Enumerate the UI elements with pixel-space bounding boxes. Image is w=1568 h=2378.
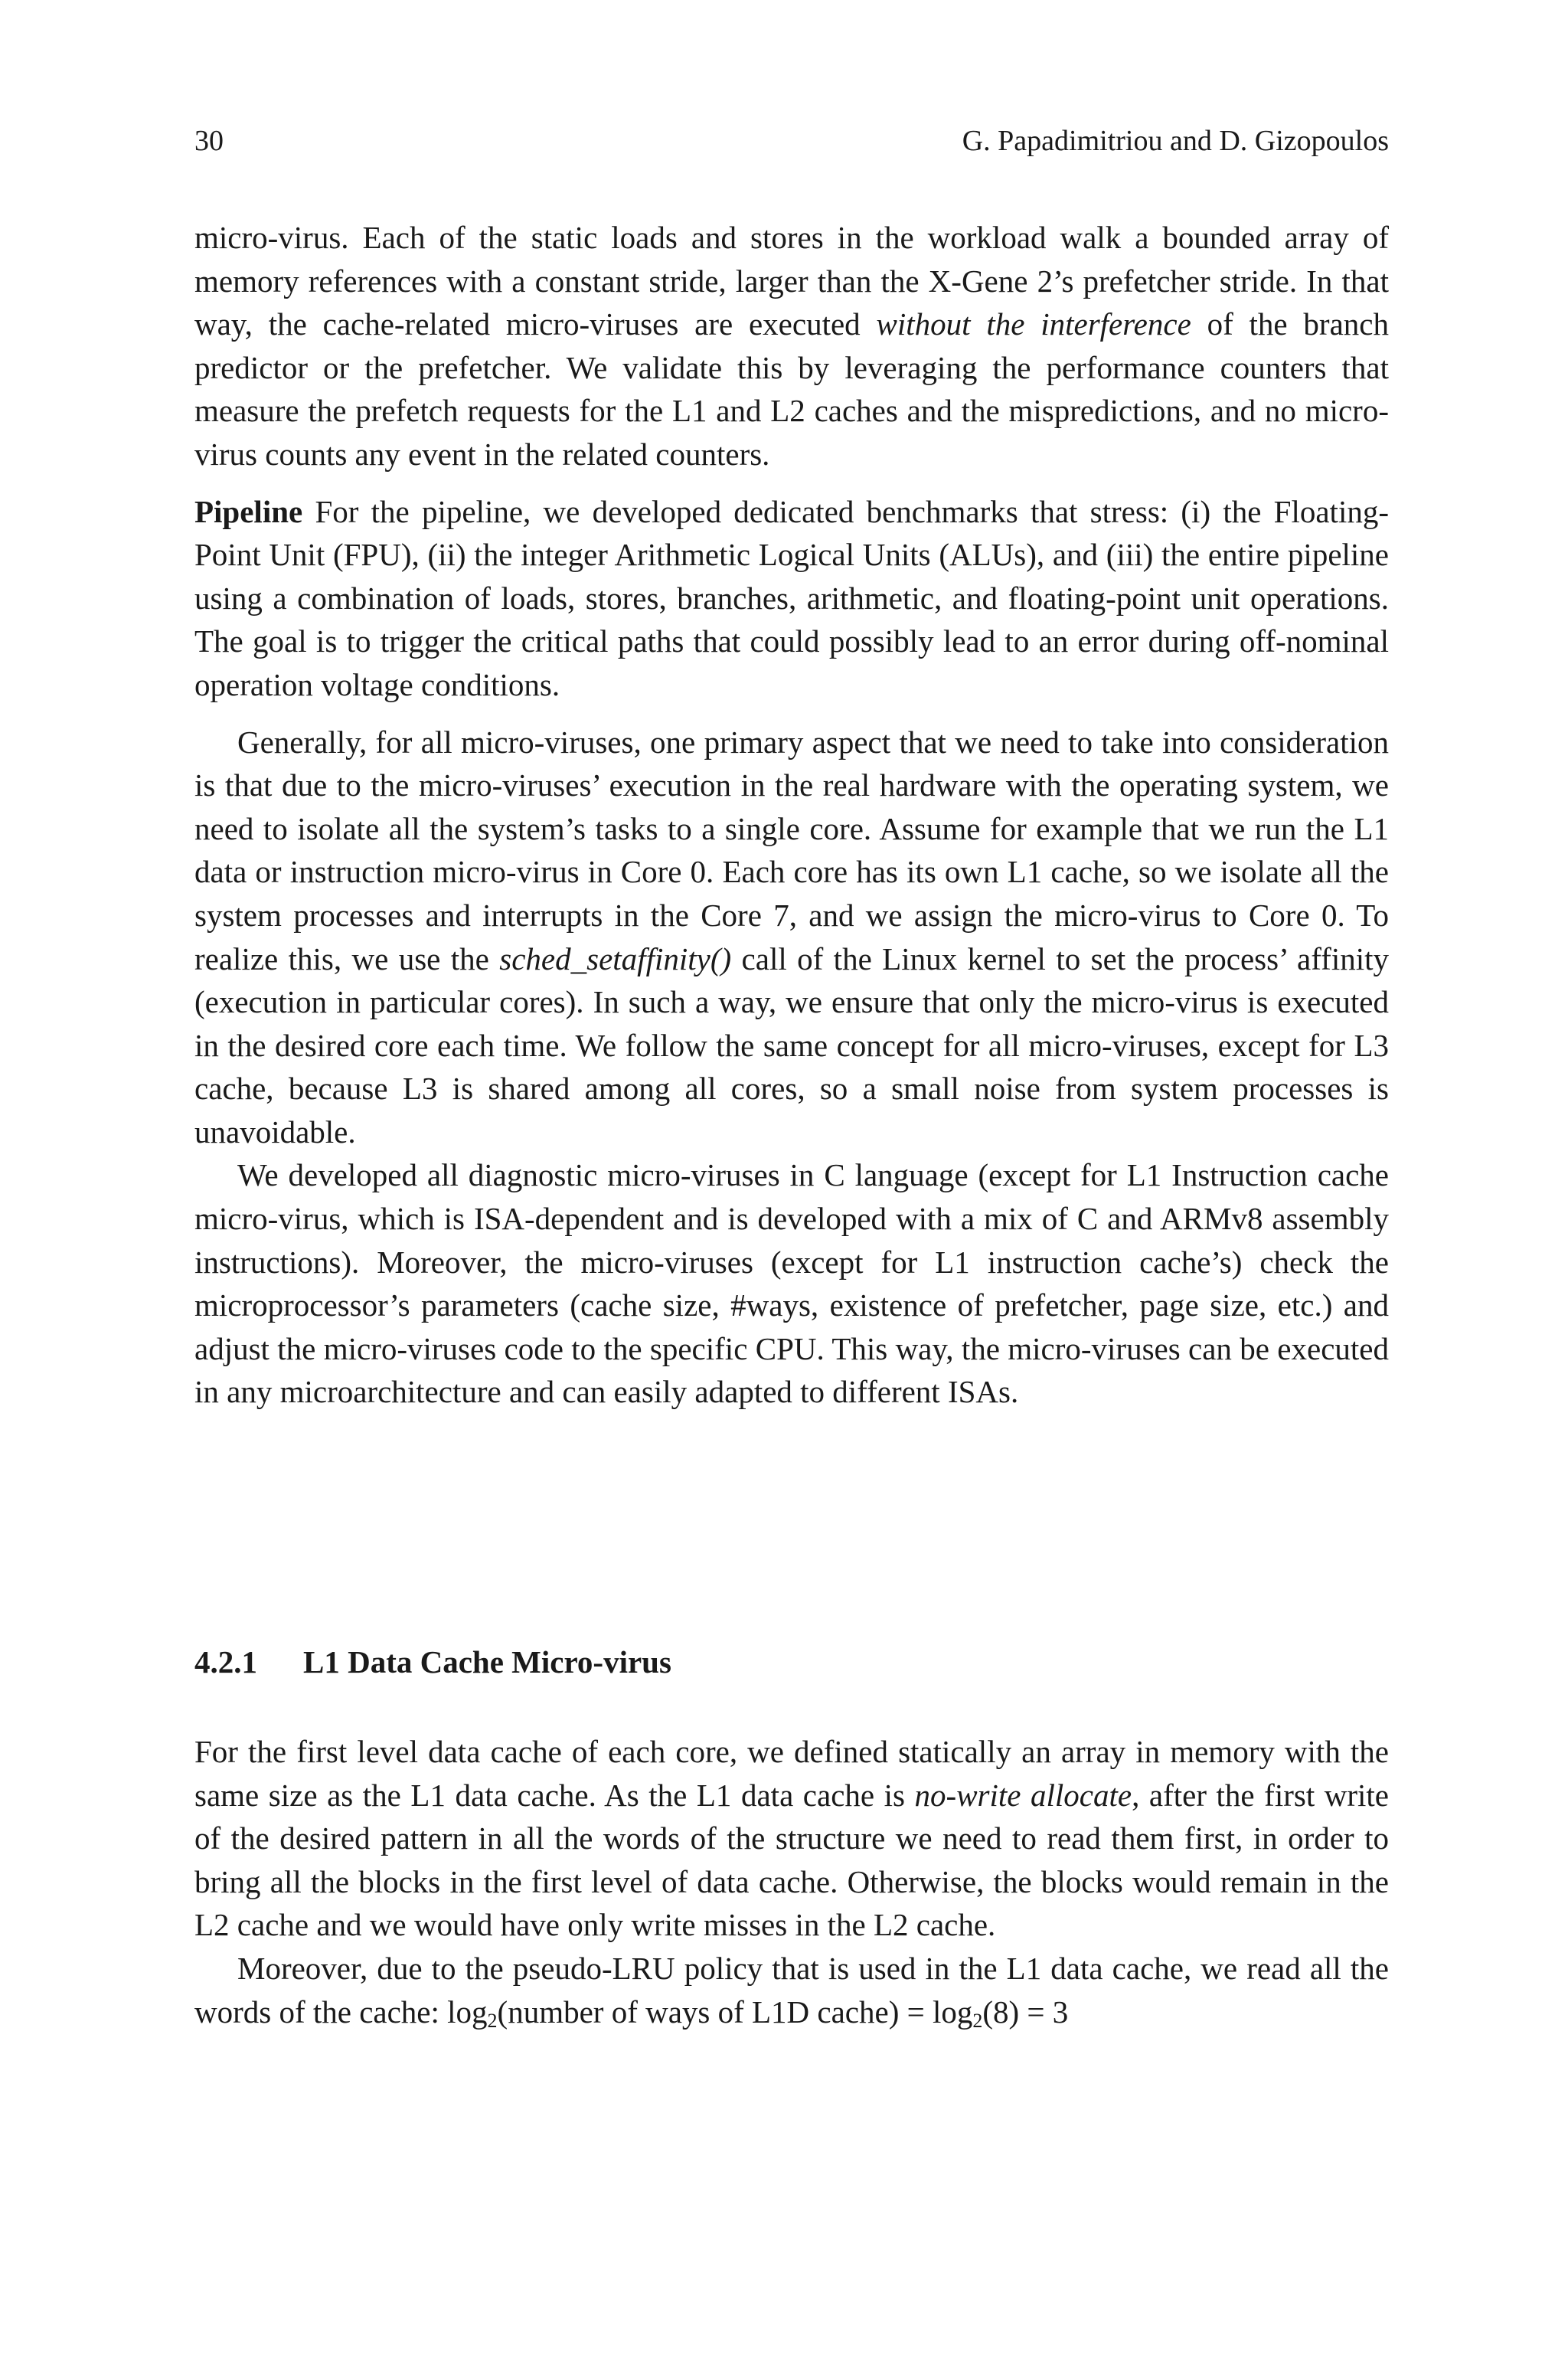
text-run: call of the Linux kernel to set the process’ affinity (execution in particular cores). In such a way, we ensure that only the micro-virus is executed in the desired core each time. We follow the same concept for all micro-viruses, except for L3 cache, because L3 is shared among all cores, so a small noise from system processes is unavoidable. <box>194 940 1389 1150</box>
section-title: L1 Data Cache Micro-virus <box>303 1644 671 1680</box>
text-block-before-section <box>194 216 1389 1414</box>
section-number: 4.2.1 <box>194 1644 257 1680</box>
subscript: 2 <box>487 2009 498 2032</box>
paragraph-l1-array <box>194 1730 1389 1947</box>
text-run: For the pipeline, we developed dedicated benchmarks that stress: (i) the Floating-Point Unit (FPU), (ii) the integer Arithmetic Logical Units (ALUs), and (iii) the entire pipeline using a combination of loads, stores, branches, arithmetic, and floating-point unit operations. The goal is to trigger the critical paths that could possibly lead to an error during off-nominal operation voltage conditions. <box>194 493 1389 702</box>
emphasis: without the interference <box>876 306 1191 342</box>
running-head-authors: G. Papadimitriou and D. Gizopoulos <box>962 125 1389 157</box>
paragraph-development <box>194 1153 1389 1414</box>
code-function-name: sched_setaffinity() <box>499 940 732 976</box>
paragraph-pseudo-lru <box>194 1947 1389 2033</box>
page-number: 30 <box>194 125 224 157</box>
text-run: micro-virus. Each of the static loads and stores in the workload walk a bounded array of memory references with a constant stride, larger than the X-Gene 2’s prefetcher stride. In that way, the cache-related micro-viruses are executed <box>194 220 1389 342</box>
text-run: (number of ways of L1D cache) = log <box>497 1994 973 2030</box>
text-run: (8) = 3 <box>982 1994 1069 2030</box>
text-run: We developed all diagnostic micro-viruses in C language (except for L1 Instruction cache micro-virus, which is ISA-dependent and is developed with a mix of C and ARMv8 assembly instructions). Moreover, the micro-viruses (except for L1 instruction cache’s) check the microprocessor’s parameters (cache size, #ways, existence of prefetcher, page size, etc.) and adjust the micro-viruses code to the specific CPU. This way, the micro-viruses can be executed in any microarchitecture and can easily adapted to different ISAs. <box>194 1157 1389 1410</box>
section-heading <box>194 1640 671 1683</box>
text-run: of the branch predictor or the prefetcher. We validate this by leveraging the performance counters that measure the prefetch requests for the L1 and L2 caches and the mispredictions, and no micro-virus counts any event in the related counters. <box>194 306 1389 472</box>
paragraph-prefetcher <box>194 216 1389 476</box>
text-run: , after the first write of the desired pattern in all the words of the structure we need to read them first, in order to bring all the blocks in the first level of data cache. Otherwise, the blocks would remain in the L2 cache and we would have only write misses in the L2 cache. <box>194 1777 1390 1943</box>
run-in-heading-pipeline: Pipeline <box>194 493 303 529</box>
subscript: 2 <box>972 2009 983 2032</box>
paragraph-pipeline <box>194 490 1389 707</box>
text-run: Generally, for all micro-viruses, one primary aspect that we need to take into consideration is that due to the micro-viruses’ execution in the real hardware with the operating system, we need to isolate all the system’s tasks to a single core. Assume for example that we run the L1 data or instruction micro-virus in Core 0. Each core has its own L1 cache, so we isolate all the system processes and interrupts in the Core 7, and we assign the micro-virus to Core 0. To realize this, we use the <box>194 724 1389 976</box>
text-run: For the first level data cache of each core, we defined statically an array in memory with the same size as the L1 data cache. As the L1 data cache is <box>194 1734 1389 1813</box>
text-run: Moreover, due to the pseudo-LRU policy that is used in the L1 data cache, we read all the words of the cache: log <box>194 1950 1389 2030</box>
emphasis: no-write allocate <box>914 1777 1132 1813</box>
text-block-after-section <box>194 1730 1389 2033</box>
paragraph-core-isolation <box>194 721 1389 1154</box>
